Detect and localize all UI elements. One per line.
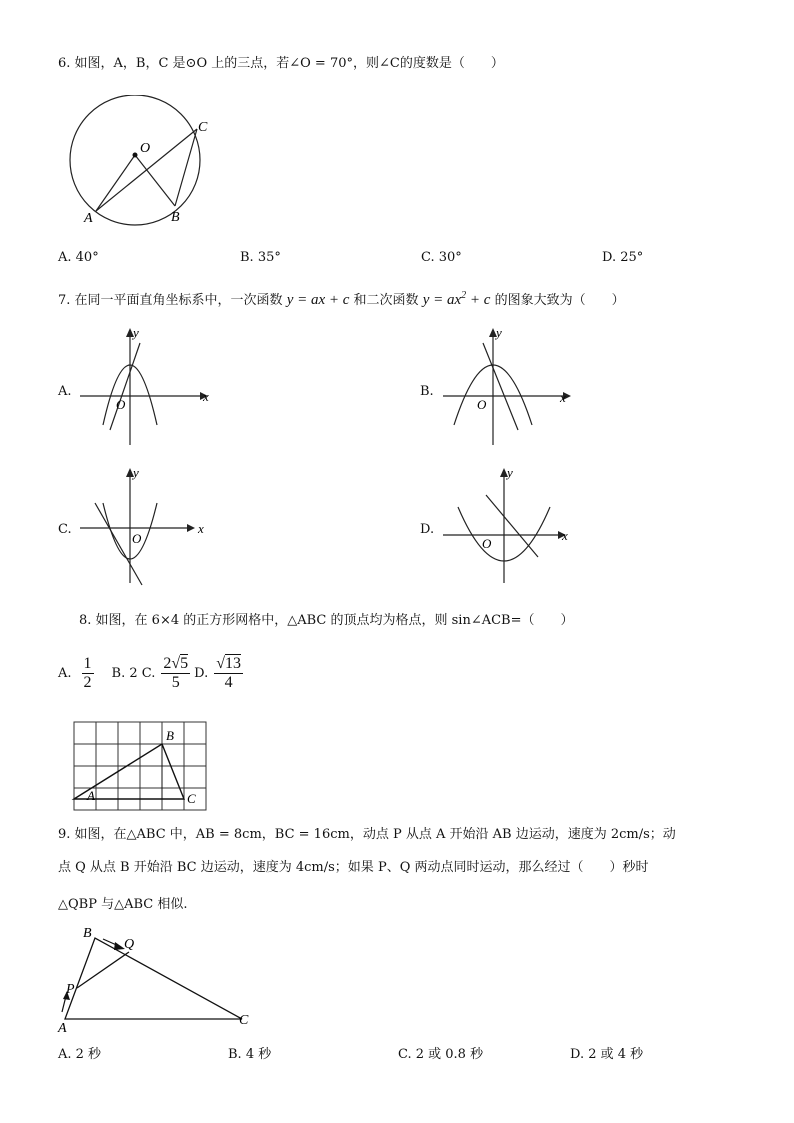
q9-stem-line-1: 9. 如图，在△ABC 中，AB = 8cm，BC = 16cm，动点 P 从点 A 开始沿 AB 边运动，速度为 2cm/s；动 <box>58 827 676 842</box>
line-b <box>483 343 518 430</box>
svg-text:O: O <box>132 531 142 546</box>
circle-o <box>70 95 200 225</box>
q6-stem: 6. 如图，A，B，C 是⊙O 上的三点，若∠O = 70°，则∠C的度数是（ ） <box>58 56 504 71</box>
q9-option-a[interactable]: A. 2 秒 <box>58 1047 102 1062</box>
q7-eq-quad-exp: 2 <box>461 290 467 301</box>
q7-eq-quad-tail: + c <box>466 292 491 308</box>
q7-option-b-label[interactable]: B. <box>420 384 434 399</box>
q9-stem-line-2: 点 Q 从点 B 开始沿 BC 边运动，速度为 4cm/s；如果 P、Q 两动点同时运动，那么经过（ ）秒时 <box>58 860 649 875</box>
svg-text:x: x <box>198 521 204 536</box>
svg-text:P: P <box>66 982 75 997</box>
segment-oa <box>96 155 135 211</box>
q7-stem-suffix: 的图象大致为（ ） <box>494 293 625 308</box>
q7-stem-mid: 和二次函数 <box>353 293 419 308</box>
line-d <box>486 495 538 557</box>
label-o: O <box>140 141 151 156</box>
svg-text:O: O <box>482 536 492 551</box>
label-c: C <box>198 120 208 135</box>
svg-text:C: C <box>239 1013 249 1028</box>
q7-stem <box>58 289 625 309</box>
q9-triangle-figure <box>55 922 265 1034</box>
q8-option-c-fraction[interactable]: $\frac{2√5}{5}$ <box>163 654 189 691</box>
q6-option-a[interactable]: A. 40° <box>58 250 99 265</box>
q7-eq-quadratic <box>423 292 491 308</box>
q8-option-d-label[interactable]: D. <box>194 665 209 681</box>
q7-graph-a[interactable] <box>75 325 215 450</box>
segment-pq <box>77 952 129 988</box>
q8-option-a-fraction[interactable]: $\frac{1}{2}$ <box>83 654 92 691</box>
svg-text:y: y <box>496 325 502 340</box>
q7-eq-linear: y = ax + c <box>286 292 350 308</box>
q9-option-b[interactable]: B. 4 秒 <box>228 1047 272 1062</box>
q7-option-c-label[interactable]: C. <box>58 522 72 537</box>
q7-graph-c[interactable] <box>75 465 215 590</box>
q6-option-b[interactable]: B. 35° <box>240 250 281 265</box>
q7-eq-quad-base: y = ax <box>422 292 462 308</box>
svg-text:A: A <box>58 1021 67 1034</box>
svg-text:B: B <box>166 728 174 743</box>
svg-text:x: x <box>562 528 568 543</box>
label-b: B <box>171 210 180 225</box>
label-a: A <box>84 211 93 226</box>
q8-option-a-label[interactable]: A. <box>58 665 72 681</box>
q7-stem-prefix: 7. 在同一平面直角坐标系中，一次函数 <box>58 293 283 308</box>
svg-text:x: x <box>560 390 566 405</box>
svg-text:x: x <box>203 389 209 404</box>
q7-option-d-label[interactable]: D. <box>420 522 435 537</box>
svg-text:B: B <box>83 926 92 941</box>
q8-option-b-c-label[interactable]: B. 2 C. <box>111 665 156 681</box>
svg-text:y: y <box>133 325 139 340</box>
svg-text:y: y <box>133 465 139 480</box>
svg-text:O: O <box>477 397 487 412</box>
q8-option-d-fraction[interactable]: $\frac{√13}{4}$ <box>216 654 242 691</box>
q9-option-d[interactable]: D. 2 或 4 秒 <box>570 1047 644 1062</box>
q9-option-c[interactable]: C. 2 或 0.8 秒 <box>398 1047 484 1062</box>
center-point-o <box>133 153 138 158</box>
q8-options <box>58 652 243 694</box>
segment-bc <box>175 129 197 206</box>
svg-text:y: y <box>507 465 513 480</box>
svg-text:C: C <box>187 791 196 806</box>
q7-graph-d[interactable] <box>438 465 578 590</box>
q6-option-d[interactable]: D. 25° <box>602 250 644 265</box>
q7-option-a-label[interactable]: A. <box>58 384 72 399</box>
q9-stem-line-3: △QBP 与△ABC 相似. <box>58 897 188 912</box>
svg-text:A: A <box>87 788 95 803</box>
svg-text:Q: Q <box>124 937 135 952</box>
q7-graph-b[interactable] <box>438 325 578 450</box>
q8-stem: 8. 如图，在 6×4 的正方形网格中，△ABC 的顶点均为格点，则 sin∠ACB=（ ） <box>79 613 574 628</box>
svg-text:O: O <box>116 397 126 412</box>
line-a <box>110 343 140 430</box>
q8-grid-figure <box>70 718 220 814</box>
q6-option-c[interactable]: C. 30° <box>421 250 462 265</box>
q6-circle-figure <box>60 95 230 230</box>
